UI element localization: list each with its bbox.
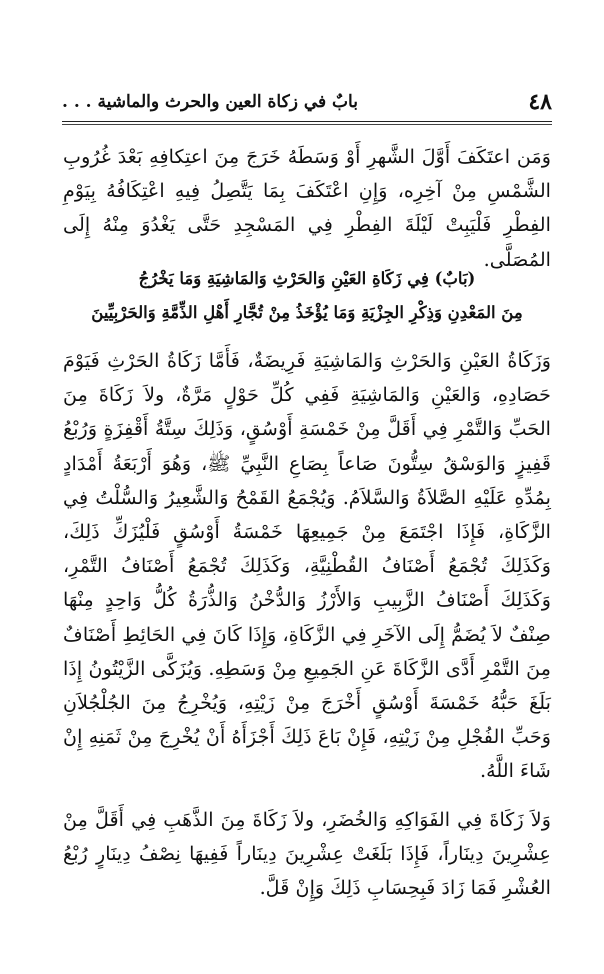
paragraph-itikaf: وَمَن اعتَكَفَ أَوَّلَ الشَّهرِ أَوْ وَسَطَهُ خَرَجَ مِنَ اعتِكافِهِ بَعْدَ غُرُوبِ الشَّمْسِ مِنْ آخِرِه، وَإِنِ اعْتَكَفَ بِمَا يَتَّصِلُ فِيهِ اعْتِكَافُهُ بِيَوْمِ الفِطْرِ فَلْيَبِتْ لَيْلَةَ الفِطْرِ فِي المَسْجِدِ حَتَّى يَغْدُوَ مِنْهُ إِلَى المُصَلَّى. bbox=[63, 145, 551, 271]
page-header bbox=[62, 88, 552, 118]
page-body bbox=[63, 140, 551, 905]
chapter-heading-line-1: (بَابٌ) فِي زَكَاةِ العَيْنِ وَالحَرْثِ وَالمَاشِيَةِ وَمَا يَخْرُجُ bbox=[138, 269, 476, 288]
chapter-heading bbox=[63, 262, 551, 330]
header-divider-thin bbox=[62, 124, 552, 125]
header-divider bbox=[62, 121, 552, 122]
paragraph-zakat-crops: وَزَكَاةُ العَيْنِ وَالحَرْثِ وَالمَاشِيَةِ فَرِيضَةٌ، فَأَمَّا زَكَاةُ الحَرْثِ فَيَوْمَ حَصَادِهِ، وَالعَيْنِ وَالمَاشِيَةِ فَفِي كُلِّ حَوْلٍ مَرَّةٌ، ولاَ زَكَاةَ مِنَ الحَبِّ وَالتَّمْرِ فِي أَقَلَّ مِنْ خَمْسَةِ أَوْسُقٍ، وَذَلِكَ سِتَّةُ أَقْفِزَةٍ وَرُبْعُ قَفِيزٍ وَالوَسْقُ سِتُّونَ صَاعاً بِصَاعِ النَّبِيِّ ﷺ، وَهُوَ أَرْبَعَةُ أَمْدَادٍ بِمُدِّهِ عَلَيْهِ الصَّلاَةُ وَالسَّلاَمُ. وَيُجْمَعُ القَمْحُ وَالشَّعِيرُ وَالسُّلْتُ فِي الزَّكَاةِ، فَإِذَا اجْتَمَعَ مِنْ جَمِيعِهَا خَمْسَةُ أَوْسُقٍ فَلْيُزَكِّ ذَلِكَ، وَكَذَلِكَ تُجْمَعُ أَصْنَافُ القُطْنِيَّةِ، وَكَذَلِكَ تُجْمَعُ أَصْنَافُ التَّمْرِ، وَكَذَلِكَ أَصْنَافُ الزَّبِيبِ وَالأَرْزُ وَالدُّخْنُ وَالذُّرَةُ كُلُّ وَاحِدٍ مِنْهَا صِنْفٌ لاَ يُضَمُّ إِلَى الآخَرِ فِي الزَّكَاةِ، وَإِذَا كَانَ فِي الحَائِطِ أَصْنَافٌ مِنَ التَّمْرِ أَدَّى الزَّكَاةَ عَنِ الجَمِيعِ مِنْ وَسَطِهِ. وَيُزَكَّى الزَّيْتُونُ إِذَا بَلَغَ حَبُّهُ خَمْسَةَ أَوْسُقٍ أَخْرَجَ مِنْ زَيْتِهِ، وَيُخْرِجُ مِنَ الجُلْجُلاَنِ وَحَبِّ الفُجْلِ مِنْ زَيْتِهِ، فَإِنْ بَاعَ ذَلِكَ أَجْزَأَهُ أَنْ يُخْرِجَ مِنْ ثَمَنِهِ إِنْ شَاءَ اللَّهُ. bbox=[63, 349, 551, 783]
chapter-heading-line-2: مِنَ المَعْدِنِ وَذِكْرِ الجِزْيَةِ وَمَا يُؤْخَذُ مِنْ تُجَّارِ أَهْلِ الذِّمَّةِ وَالحَرْبِيِّينَ bbox=[91, 303, 523, 322]
running-title: بابٌ في زكاة العين والحرث والماشية . . . bbox=[62, 92, 358, 112]
paragraph-zakat-gold: وَلاَ زَكَاةَ فِي الفَوَاكِهِ وَالخُضَرِ، ولاَ زَكَاةَ مِنَ الذَّهَبِ فِي أَقَلَّ مِنْ عِشْرِينَ دِينَاراً، فَإِذَا بَلَغَتْ عِشْرِينَ دِينَاراً فَفِيهَا نِصْفُ دِينَارٍ رُبْعُ العُشْرِ فَمَا زَادَ فَبِحِسَابِ ذَلِكَ وَإِنْ قَلَّ. bbox=[63, 807, 551, 900]
page-number: ٤٨ bbox=[528, 89, 552, 115]
